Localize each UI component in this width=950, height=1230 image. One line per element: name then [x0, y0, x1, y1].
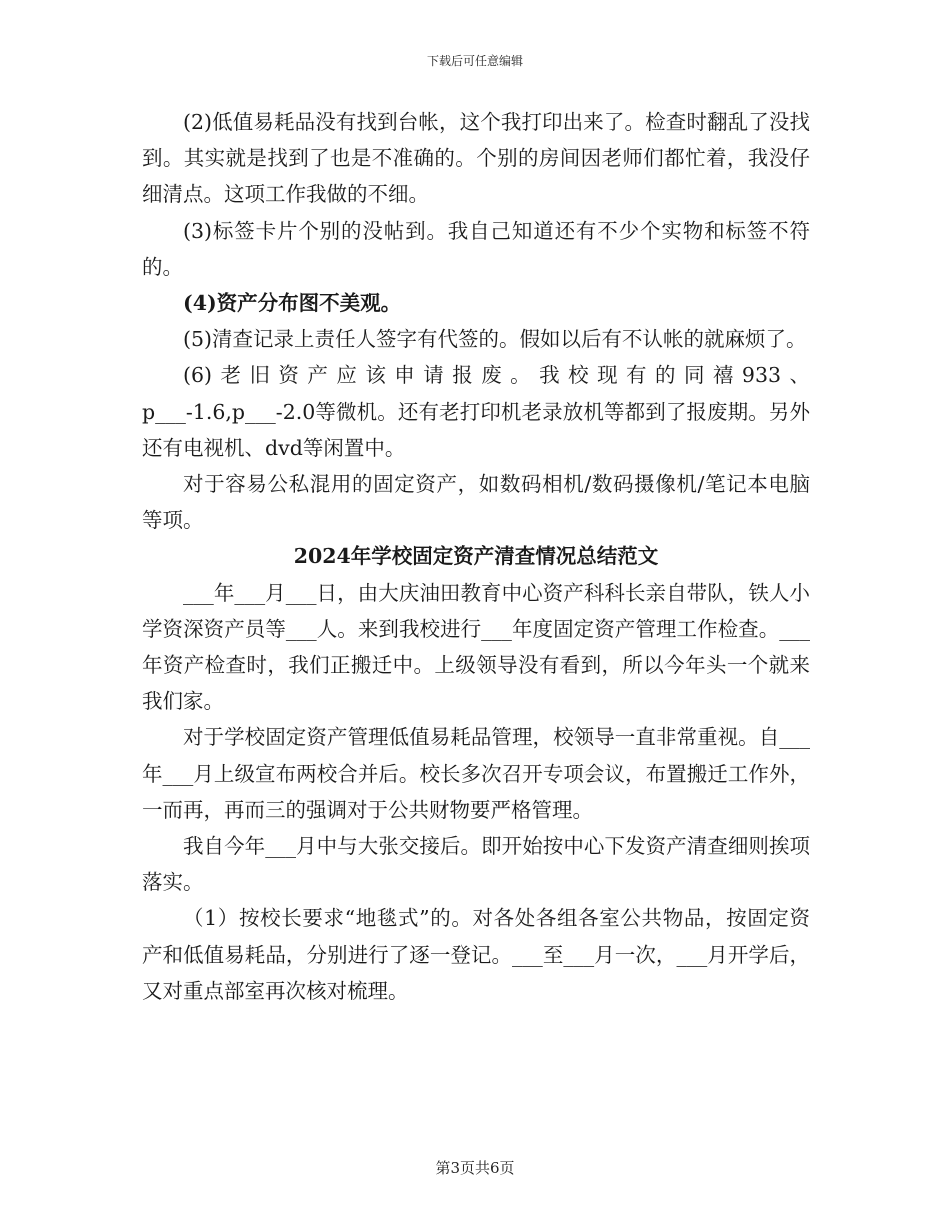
section-paragraph-item-1: （1）按校长要求“地毯式”的。对各处各组各室公共物品，按固定资产和低值易耗品，分别进行了逐一登记。___至___月一次，___月开学后，又对重点部室再次核对梳理。 — [142, 906, 810, 1003]
section-paragraph-leadership: 对于学校固定资产管理低值易耗品管理，校领导一直非常重视。自___年___月上级宣布两校合并后。校长多次召开专项会议，布置搬迁工作外，一而再，再而三的强调对于公共财物要严格管理。 — [142, 725, 810, 822]
page-header: 下载后可任意编辑 — [426, 54, 523, 68]
section-title: 2024年学校固定资产清查情况总结范文 — [293, 544, 659, 569]
paragraph-item-6: (6)老旧资产应该申请报废。我校现有的同禧933、p___-1.6,p___-2.0等微机。还有老打印机老录放机等都到了报废期。另外还有电视机、dvd等闲置中。 — [142, 363, 810, 460]
section-paragraph-handover: 我自今年___月中与大张交接后。即开始按中心下发资产清查细则挨项落实。 — [142, 834, 810, 895]
paragraph-mixed-assets: 对于容易公私混用的固定资产，如数码相机/数码摄像机/笔记本电脑等项。 — [142, 472, 810, 533]
paragraph-item-5: (5)清查记录上责任人签字有代签的。假如以后有不认帐的就麻烦了。 — [183, 327, 807, 352]
page-footer: 第3页共6页 — [435, 1159, 515, 1177]
section-paragraph-inspection: ___年___月___日，由大庆油田教育中心资产科科长亲自带队，铁人小学资深资产员等___人。来到我校进行___年度固定资产管理工作检查。___年资产检查时，我们正搬迁中。上级领导没有看到，所以今年头一个就来我们家。 — [142, 580, 810, 714]
document-body — [142, 104, 810, 1009]
paragraph-item-4: (4)资产分布图不美观。 — [183, 291, 402, 316]
paragraph-item-2: (2)低值易耗品没有找到台帐，这个我打印出来了。检查时翻乱了没找到。其实就是找到了也是不准确的。个别的房间因老师们都忙着，我没仔细清点。这项工作我做的不细。 — [142, 110, 810, 207]
paragraph-item-3: (3)标签卡片个别的没帖到。我自己知道还有不少个实物和标签不符的。 — [142, 218, 810, 279]
